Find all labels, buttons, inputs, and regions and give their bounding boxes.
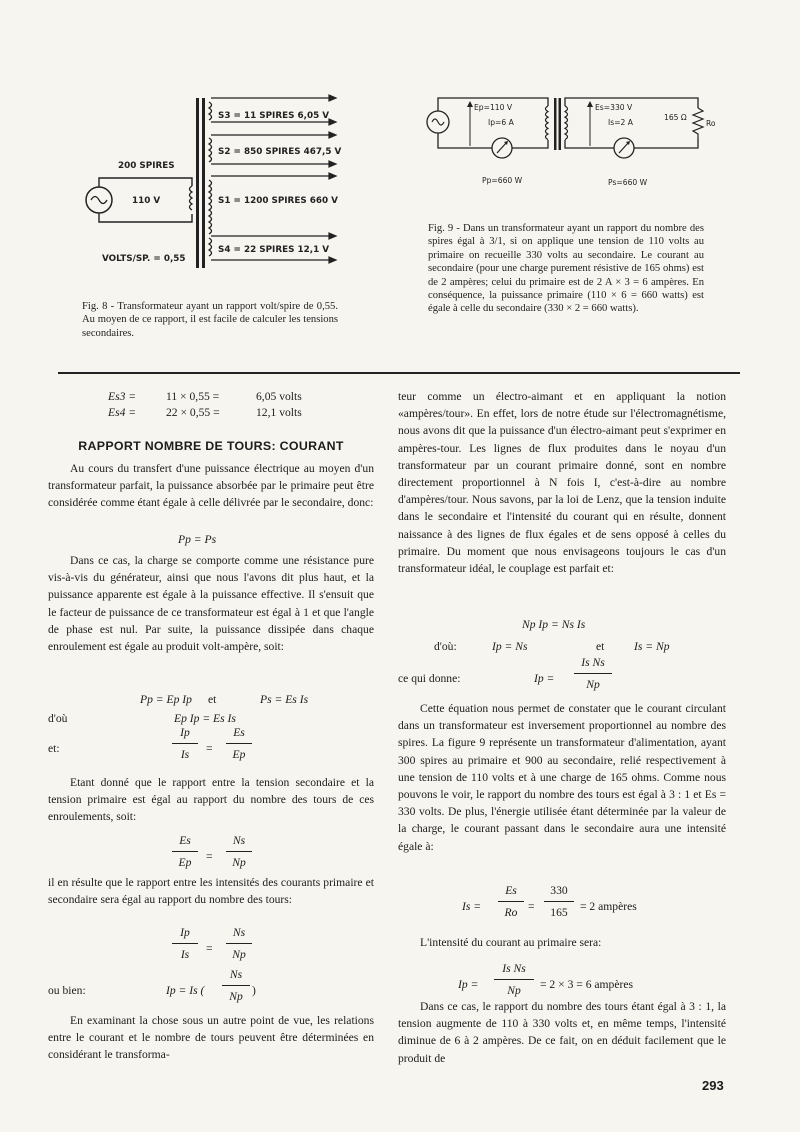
eq-ip-result: = 2 × 3 = 6 ampères	[540, 978, 634, 991]
load-label: 165 Ω	[664, 113, 687, 122]
eq-pp: Pp = Ep Ip	[140, 693, 192, 706]
figure-8-diagram	[74, 88, 364, 274]
fraction: Is Ns Np	[494, 960, 534, 999]
figure-9-diagram	[424, 90, 724, 200]
eq-es4-value: 12,1 volts	[256, 406, 302, 419]
equals-sign: =	[206, 742, 213, 755]
fraction: Ip Is	[172, 924, 198, 963]
equals-sign: =	[528, 900, 535, 913]
right-column	[398, 388, 726, 1068]
paragraph: L'intensité du courant au primaire sera:	[420, 936, 602, 949]
fraction: Es Ep	[226, 724, 252, 763]
source-voltage-label: 110 V	[132, 196, 161, 206]
es-label: Es=330 V	[595, 103, 633, 112]
paragraph: teur comme un électro-aimant et en appliquant la notion «ampères/tour». En effet, lors de notre étude sur l'électromagnétisme, nous avons dit que la puissance d'un électro-aimant peut s'exprimer en ampères-tour. Les lignes de flux produites dans le noyau d'un transformateur par un courant primaire donné, sont en nombre directement proportionnel à N fois I, c'est-à-dire au nombre d'ampères/tour. Nous savons, par la loi de Lenz, que la tension induite dans le secondaire et l'intensité du courant qui en résulte, donnent naissance à des lignes de flux égales et de sens opposé à celles du primaire. Du moment que nous envisageons toujours le cas d'un transformateur idéal, le couplage est parfait et:	[398, 390, 726, 576]
coil-label-s4: S4 = 22 SPIRES 12,1 V	[218, 245, 330, 255]
ps-label: Ps=660 W	[608, 178, 648, 187]
eq-pp-ps: Pp = Ps	[178, 533, 217, 546]
fraction: Ns Np	[222, 966, 250, 1005]
volts-per-turn-label: VOLTS/SP. = 0,55	[102, 254, 186, 264]
label-ce-qui-donne: ce qui donne:	[398, 672, 461, 685]
eq-ampere-turns: Np Ip = Ns Is	[522, 618, 586, 631]
equals-sign: =	[206, 942, 213, 955]
section-divider	[58, 372, 740, 374]
coil-label-s3: S3 = 11 SPIRES 6,05 V	[218, 111, 330, 121]
fraction: Es Ep	[172, 832, 198, 871]
paragraph: Etant donné que le rapport entre la tension secondaire et la tension primaire est égal au rapport du nombre des tours de ces enroulements, soit:	[48, 776, 374, 824]
fraction: Ip Is	[172, 724, 198, 763]
label-et: et:	[48, 742, 60, 755]
eq-is-result: = 2 ampères	[580, 900, 637, 913]
figure-8-caption: Fig. 8 - Transformateur ayant un rapport volt/spire de 0,55. Au moyen de ce rapport, il est facile de calculer les tensions secondaires.	[82, 301, 338, 339]
section-heading: RAPPORT NOMBRE DE TOURS: COURANT	[78, 439, 344, 453]
ro-label: Ro	[706, 119, 716, 128]
left-column	[48, 388, 374, 1068]
ep-label: Ep=110 V	[474, 103, 513, 112]
eq-ps: Ps = Es Is	[260, 693, 309, 706]
equals-sign: =	[206, 850, 213, 863]
fraction: Es Ro	[498, 882, 524, 921]
figure-9-caption: Fig. 9 - Dans un transformateur ayant un rapport du nombre des spires égal à 3/1, si on applique une tension de 110 volts au primaire on recueille 330 volts au secondaire. Le courant au secondaire (pour une charge purement résistive de 165 ohms) est de 2 ampères; celui du primaire est de 2 A × 3 = 6 ampères. En conséquence, la puissance primaire (110 × 6 = 660 watts) est égale à celle du secondaire (330 × 2 = 660 watts).	[428, 223, 704, 315]
paragraph: Au cours du transfert d'une puissance électrique au moyen d'un transformateur parfait, la puissance absorbée par le primaire peut être considérée comme étant égale à celle délivrée par le secondaire, donc:	[48, 462, 374, 510]
eq-es4-expr: 22 × 0,55 =	[166, 406, 220, 419]
eq-es4: Es4 =	[108, 406, 137, 419]
paragraph: En examinant la chose sous un autre point de vue, les relations entre le courant et le nombre de tours peuvent être déterminées en considérant le transforma-	[48, 1014, 374, 1062]
eq-ip: Ip =	[534, 672, 555, 685]
eq-power-balance: Ep Ip = Es Is	[174, 712, 236, 725]
pp-label: Pp=660 W	[482, 176, 523, 185]
eq-ip-ns: Ip = Ns	[492, 640, 528, 653]
is-label: Is=2 A	[608, 118, 633, 127]
resistor-icon	[693, 108, 703, 138]
ip-label: Ip=6 A	[488, 118, 514, 127]
page-number: 293	[702, 1078, 724, 1093]
eq-is-np: Is = Np	[634, 640, 670, 653]
eq-and: et	[208, 693, 217, 706]
eq-es3-expr: 11 × 0,55 =	[166, 390, 220, 403]
paragraph: Dans ce cas, le rapport du nombre des tours étant égal à 3 : 1, la tension augmente de 110 à 330 volts et, en même temps, l'intensité diminue de 6 à 2 ampères. De ce fait, on en déduit facilement que le produit de	[398, 1000, 726, 1065]
fraction: Ns Np	[226, 832, 252, 871]
label-dou: d'où	[48, 712, 68, 725]
paragraph: Dans ce cas, la charge se comporte comme une résistance pure vis-à-vis du générateur, ainsi que nous l'avons dit plus haut, et la puissance apparente est égale à la puissance effective. Il s'ensuit que le facteur de puissance de ce transformateur est égal à 1 et que l'angle de phase est nul. Par suite, la puissance dissipée dans chaque enroulement est égale au produit volt-ampère, soit:	[48, 554, 374, 654]
eq-is: Is =	[462, 900, 482, 913]
fraction: Is Ns Np	[574, 654, 612, 693]
label-dou: d'où:	[434, 640, 457, 653]
eq-es3-value: 6,05 volts	[256, 390, 302, 403]
coil-label-s1: S1 = 1200 SPIRES 660 V	[218, 196, 338, 206]
eq-ip: Ip =	[458, 978, 479, 991]
paragraph: Cette équation nous permet de constater que le courant circulant dans un transformateur est inversement proportionnel au nombre des spires. La figure 9 représente un transformateur d'alimentation, ayant 300 spires au primaire et 900 au secondaire, relié respectivement à une tension de 110 volts et à une charge de 165 ohms. Comme nous pouvons le voir, le rapport du nombre des tours est égal à 3 : 1 et Es = 330 volts. De plus, l'énergie utilisée étant déterminée par la valeur de la charge, le courant passant dans le secondaire aura une intensité égale à:	[398, 702, 726, 853]
fraction: 330 165	[544, 882, 574, 921]
primary-turns-label: 200 SPIRES	[118, 161, 175, 171]
eq-and: et	[596, 640, 605, 653]
fraction: Ns Np	[226, 924, 252, 963]
label-ou-bien: ou bien:	[48, 984, 86, 997]
eq-es3: Es3 =	[108, 390, 137, 403]
coil-label-s2: S2 = 850 SPIRES 467,5 V	[218, 147, 342, 157]
eq-close-paren: )	[252, 984, 256, 997]
paragraph: il en résulte que le rapport entre les intensités des courants primaire et secondaire sera égal au rapport du nombre des tours:	[48, 876, 374, 907]
eq-ip-is: Ip = Is (	[166, 984, 205, 997]
